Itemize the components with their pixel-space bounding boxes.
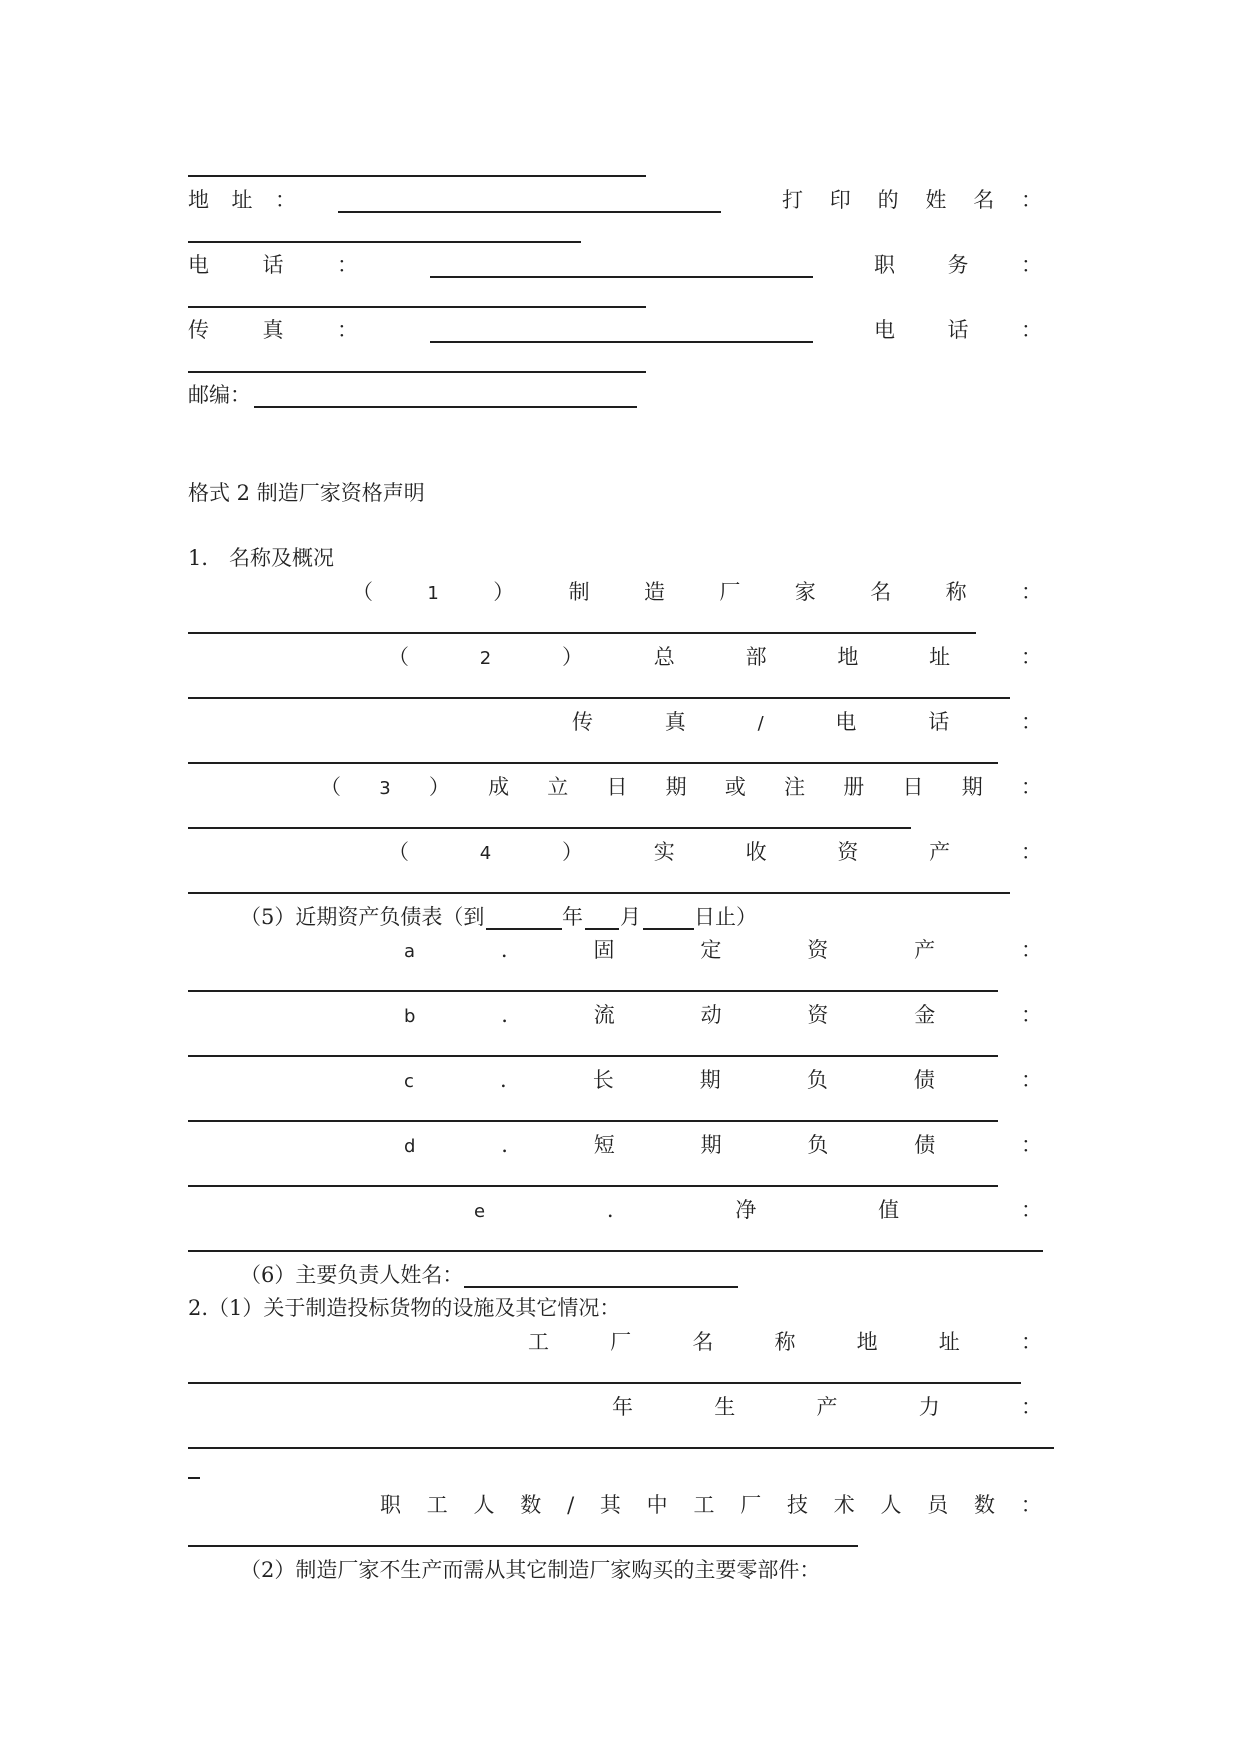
fax-phone-label: 传 真 / 电 话 ： [572, 710, 1042, 734]
address-label: 地 址 ： [188, 188, 296, 212]
balance-month-blank[interactable] [585, 928, 619, 930]
hq-address-blank[interactable] [188, 697, 1010, 699]
balance-day-label: 日止） [694, 905, 757, 929]
section1-heading: 1． 名称及概况 [188, 546, 335, 570]
address-blank[interactable] [338, 211, 721, 213]
printed-name-blank[interactable] [188, 241, 581, 243]
short-term-debt-label: d . 短 期 负 债 ： [404, 1133, 1042, 1157]
phone-label: 电 话 ： [188, 253, 358, 277]
net-worth-label: e . 净 值 ： [474, 1198, 1042, 1222]
annual-capacity-blank[interactable] [188, 1447, 1054, 1449]
balance-year-blank[interactable] [486, 928, 562, 930]
phone2-label: 电 话 ： [874, 318, 1042, 342]
established-date-blank[interactable] [188, 827, 911, 829]
long-term-debt-label: c . 长 期 负 债 ： [404, 1068, 1042, 1092]
fax-label: 传 真 ： [188, 318, 358, 342]
fixed-assets-blank[interactable] [188, 990, 998, 992]
section2-heading: 2.（1）关于制造投标货物的设施及其它情况： [188, 1296, 621, 1320]
hq-address-label: （ 2 ） 总 部 地 址 ： [388, 645, 1042, 669]
manufacturer-name-label: （ 1 ） 制 造 厂 家 名 称 ： [352, 580, 1042, 604]
blank-line [188, 175, 646, 177]
phone2-blank[interactable] [188, 371, 646, 373]
fixed-assets-label: a . 固 定 资 产 ： [404, 938, 1042, 962]
paid-capital-label: （ 4 ） 实 收 资 产 ： [388, 840, 1042, 864]
title-label: 职 务 ： [874, 253, 1042, 277]
balance-month-label: 月 [620, 905, 641, 929]
fax-phone-blank[interactable] [188, 762, 998, 764]
staff-count-label: 职 工 人 数 / 其 中 工 厂 技 术 人 员 数 ： [380, 1493, 1042, 1517]
paid-capital-blank[interactable] [188, 892, 1010, 894]
short-term-debt-blank[interactable] [188, 1185, 998, 1187]
current-funds-label: b . 流 动 资 金 ： [404, 1003, 1042, 1027]
current-funds-blank[interactable] [188, 1055, 998, 1057]
net-worth-blank[interactable] [188, 1250, 1043, 1252]
balance-year-label: 年 [562, 905, 583, 929]
title-blank[interactable] [188, 306, 646, 308]
phone-blank[interactable] [430, 276, 813, 278]
established-date-label: （ 3 ） 成 立 日 期 或 注 册 日 期 ： [320, 775, 1042, 799]
postcode-blank[interactable] [254, 406, 637, 408]
annual-capacity-label: 年 生 产 力 ： [612, 1395, 1042, 1419]
factory-address-blank[interactable] [188, 1382, 1021, 1384]
staff-count-blank[interactable] [188, 1545, 858, 1547]
annual-capacity-blank-cont[interactable] [188, 1477, 200, 1479]
postcode-label: 邮编： [188, 383, 251, 407]
fax-blank[interactable] [430, 341, 813, 343]
printed-name-label: 打 印 的 姓 名 ： [782, 188, 1042, 212]
purchased-parts-label: （2）制造厂家不生产而需从其它制造厂家购买的主要零部件： [240, 1558, 821, 1582]
manufacturer-name-blank[interactable] [188, 632, 976, 634]
long-term-debt-blank[interactable] [188, 1120, 998, 1122]
principal-name-label: （6）主要负责人姓名： [240, 1263, 464, 1287]
principal-name-blank[interactable] [464, 1286, 738, 1288]
format-title: 格式 2 制造厂家资格声明 [188, 481, 425, 505]
factory-address-label: 工 厂 名 称 地 址 ： [528, 1330, 1042, 1354]
balance-day-blank[interactable] [643, 928, 694, 930]
balance-sheet-label: （5）近期资产负债表（到 [240, 905, 485, 929]
